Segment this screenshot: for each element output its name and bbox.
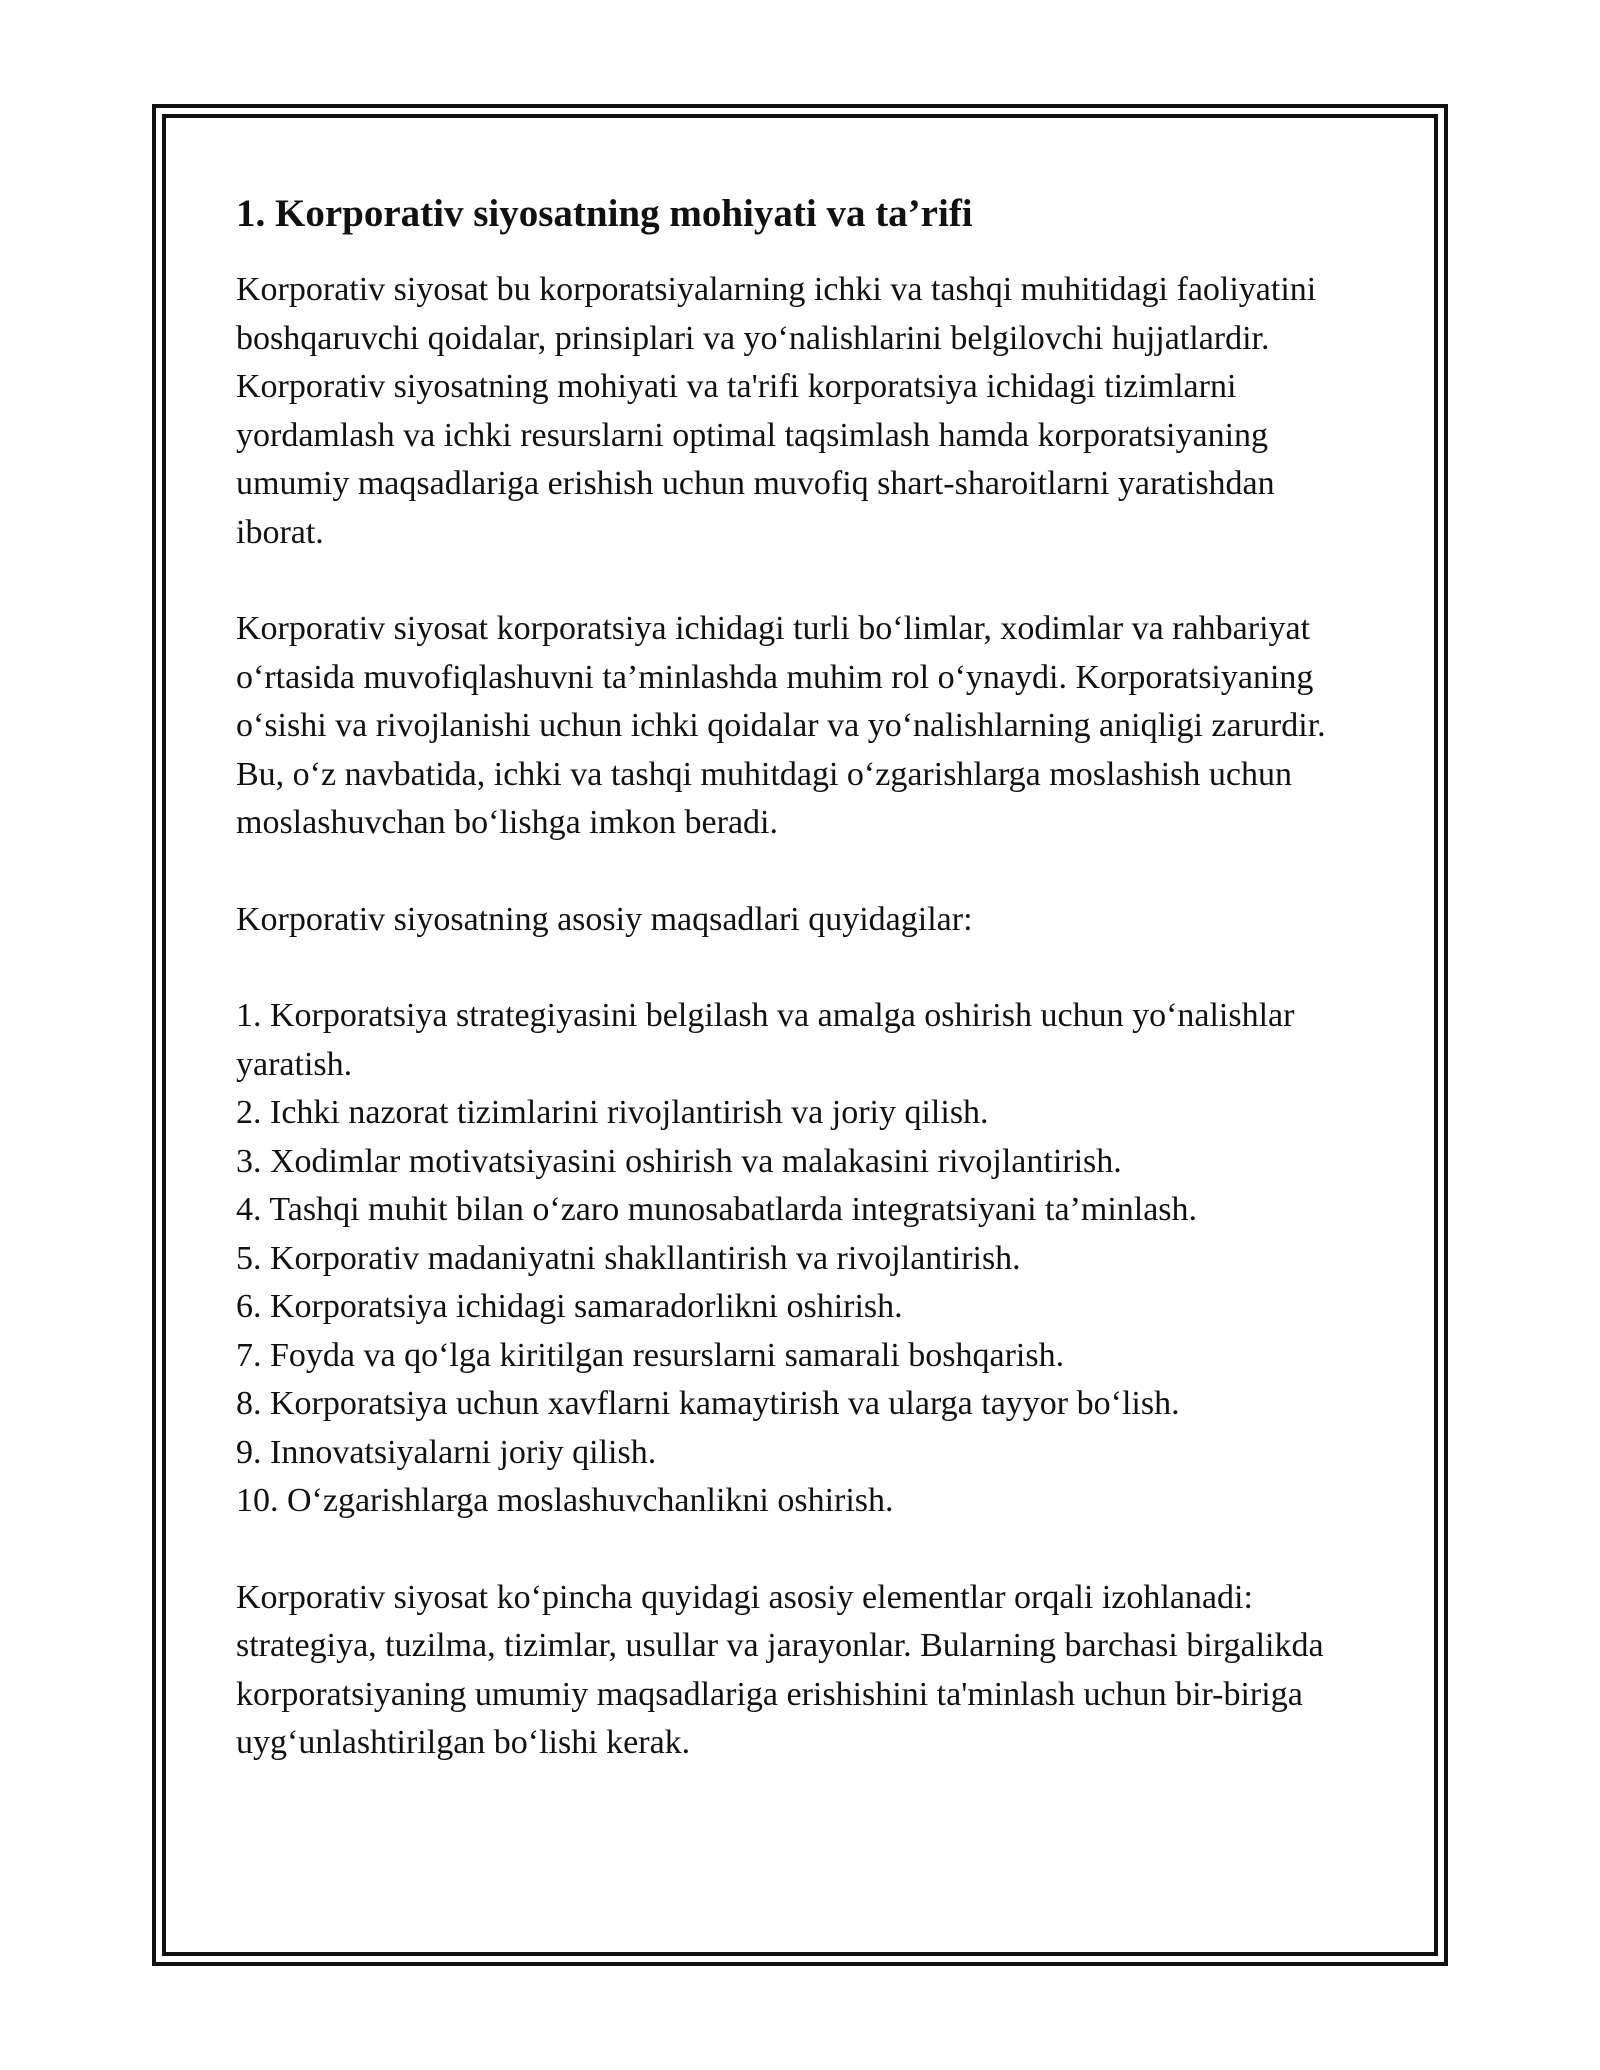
section-heading: 1. Korporativ siyosatning mohiyati va ta’rifi: [236, 192, 973, 235]
list-item: 7. Foyda va qo‘lga kiritilgan resurslarni samarali boshqarish.: [236, 1336, 1065, 1374]
list-item: 8. Korporatsiya uchun xavflarni kamaytirish va ularga tayyor bo‘lish.: [236, 1385, 1180, 1422]
document-body: [236, 188, 1366, 1816]
list-item: 6. Korporatsiya ichidagi samaradorlikni oshirish.: [236, 1288, 903, 1325]
intro-paragraph: Korporativ siyosat bu korporatsiyalarning ichki va tashqi muhitidagi faoliyatini boshqaruvchi qoidalar, prinsiplari va yo‘nalishlarini belgilovchi hujjatlardir. Korporativ siyosatning mohiyati va ta'rifi korporatsiya ichidagi tizimlarni yordamlash va ichki resurslarni optimal taqsimlash hamda korporatsiyaning umumiy maqsadlariga erishish uchun muvofiq shart-sharoitlarni yaratishdan iborat.: [236, 271, 1317, 551]
list-item: 10. O‘zgarishlarga moslashuvchanlikni oshirish.: [236, 1482, 894, 1519]
role-paragraph: Korporativ siyosat korporatsiya ichidagi turli bo‘limlar, xodimlar va rahbariyat o‘rtasida muvofiqlashuvni ta’minlashda muhim rol o‘ynaydi. Korporatsiyaning o‘sishi va rivojlanishi uchun ichki qoidalar va yo‘nalishlarning aniqligi zarurdir. Bu, o‘z navbatida, ichki va tashqi muhitdagi o‘zgarishlarga moslashish uchun moslashuvchan bo‘lishga imkon beradi.: [236, 610, 1326, 841]
list-item: 3. Xodimlar motivatsiyasini oshirish va malakasini rivojlantirish.: [236, 1142, 1122, 1180]
goals-intro: Korporativ siyosatning asosiy maqsadlari quyidagilar:: [236, 900, 973, 938]
goals-list: [236, 992, 1366, 1526]
list-item: 9. Innovatsiyalarni joriy qilish.: [236, 1433, 657, 1471]
list-item: 2. Ichki nazorat tizimlarini rivojlantirish va joriy qilish.: [236, 1094, 989, 1131]
list-item: 5. Korporativ madaniyatni shakllantirish va rivojlantirish.: [236, 1239, 1021, 1277]
list-item: 4. Tashqi muhit bilan o‘zaro munosabatlarda integratsiyani ta’minlash.: [236, 1191, 1198, 1228]
closing-paragraph: Korporativ siyosat ko‘pincha quyidagi asosiy elementlar orqali izohlanadi: strategiya, tuzilma, tizimlar, usullar va jarayonlar. Bularning barchasi birgalikda korporatsiyaning umumiy maqsadlariga erishishini ta'minlash uchun bir-biriga uyg‘unlashtirilgan bo‘lishi kerak.: [236, 1578, 1324, 1761]
list-item: 1. Korporatsiya strategiyasini belgilash va amalga oshirish uchun yo‘nalishlar yaratish.: [236, 997, 1295, 1083]
